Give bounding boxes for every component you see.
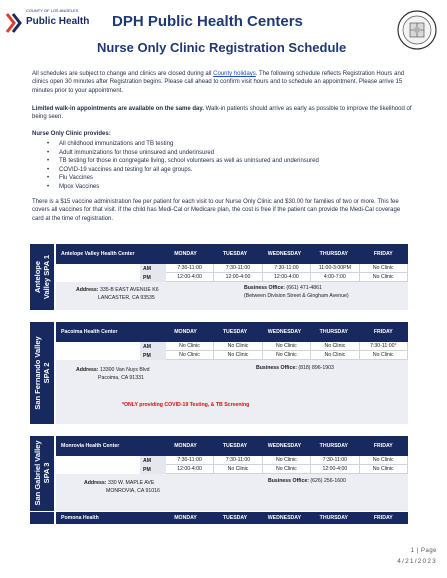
schedule-cell: 7:30-11:00 <box>166 456 214 465</box>
clinic-block-san-fernando-valley <box>30 322 408 424</box>
schedule-cell: 7:30-11:00 <box>263 264 311 273</box>
friday-am-value: 7:30-11:00 <box>370 343 395 349</box>
pm-row <box>56 351 408 360</box>
schedule-notice <box>32 70 412 95</box>
walk-in-text: Walk-in patients should arrive as early as possible to improve the likelihood of being seen. <box>32 106 412 121</box>
spa-label-panel <box>30 322 54 424</box>
page-number: 1 | Page <box>410 548 437 554</box>
clinic-block-pomona <box>30 512 408 524</box>
services-title-text: Nurse Only Clinic provides: <box>32 131 111 137</box>
address-label: Address: <box>76 287 99 293</box>
walk-in-bold-text: Limited walk-in appointments are available on the same day. <box>32 106 204 112</box>
day-header: WEDNESDAY <box>260 322 309 342</box>
am-row <box>56 456 408 465</box>
schedule-cell: 12:00-4:00 <box>214 273 262 282</box>
county-holidays-link[interactable]: County holidays <box>213 71 256 77</box>
schedule-cell: 12:00-4:00 <box>311 465 359 474</box>
schedule-cell: 4:00-7:00 <box>311 273 359 282</box>
day-header: THURSDAY <box>309 322 358 342</box>
address-line1: 330 W. MAPLE AVE <box>107 480 155 486</box>
schedule-cell: No Clinic <box>360 264 408 273</box>
notice-text-end: . The following schedule reflects Registration Hours and clinics open 30 minutes after Registration begins. Please call ahead to confirm visit hours and to schedule an appointment. Please arrive 15 minutes prior to your appointment. <box>32 71 405 94</box>
office-note: (Between Division Street & Gingham Avenue) <box>244 293 349 299</box>
spa-label <box>33 440 51 505</box>
day-header: THURSDAY <box>309 436 358 456</box>
fee-notice: There is a $15 vaccine administration fee per patient for each visit to our Nurse Only Clinic and $30.00 for families of two or more. This fee covers all vaccines for that visit. If the child has Medi-Cal or Medicare plan, the cost is free if the patient can provide the Medi-Cal coverage card at the time of registration. <box>32 199 401 222</box>
day-header: FRIDAY <box>359 436 408 456</box>
schedule-cell: 11:00-3:00PM <box>311 264 359 273</box>
clinic-name: Antelope Valley Health Center <box>56 244 135 264</box>
schedule-cell: No Clinic <box>166 342 214 351</box>
schedule-cell: 7:30-11:00 <box>214 456 262 465</box>
schedule-header-row <box>56 244 408 264</box>
am-label: AM <box>140 264 166 273</box>
service-item: • Adult immunizations for those uninsured and underinsured <box>47 149 319 158</box>
day-header: MONDAY <box>161 512 210 524</box>
office-label: Business Office: <box>256 365 297 371</box>
schedule-cell: 7:30-11:00 <box>166 264 214 273</box>
clinic-address <box>76 366 149 382</box>
spa-label-panel <box>30 244 54 310</box>
schedule-cell: No Clinic <box>263 342 311 351</box>
service-item: • Flu Vaccines <box>47 174 319 183</box>
public-health-logo-icon <box>4 10 26 36</box>
schedule-cell: No Clinic <box>360 465 408 474</box>
spa-label-line2: Valley SPA 1 <box>42 254 51 300</box>
schedule-cell: 12:00-4:00 <box>166 465 214 474</box>
day-header: WEDNESDAY <box>260 512 309 524</box>
day-header: MONDAY <box>161 436 210 456</box>
clinic-info-panel <box>56 474 408 511</box>
am-label: AM <box>140 456 166 465</box>
header-spacer <box>135 512 161 524</box>
page-header <box>0 0 447 64</box>
clinic-info-panel <box>56 282 408 310</box>
spa-label-panel <box>30 436 54 511</box>
office-label: Business Office: <box>268 478 309 484</box>
schedule-cell: 12:00-4:00 <box>263 273 311 282</box>
pm-label: PM <box>140 465 166 474</box>
day-header: FRIDAY <box>359 244 408 264</box>
schedule-header-row <box>56 322 408 342</box>
service-item: • All childhood immunizations and TB testing <box>47 140 319 149</box>
clinic-name: Pacoima Health Center <box>56 322 135 342</box>
header-spacer <box>135 244 161 264</box>
pm-label: PM <box>140 273 166 282</box>
day-header: WEDNESDAY <box>260 244 309 264</box>
schedule-cell: 7:30-11:00 <box>311 456 359 465</box>
pm-label: PM <box>140 351 166 360</box>
schedule-cell: No Clinic <box>263 465 311 474</box>
clinic-address <box>76 286 159 302</box>
schedule-cell: No Clinic <box>263 351 311 360</box>
spa-label-line1: Antelope <box>33 260 42 294</box>
address-line1: 13300 Van Nuys Blvd <box>99 367 150 373</box>
office-phone: (818) 896-1903 <box>298 365 334 371</box>
clinic-name: Pomona Health <box>56 512 135 524</box>
day-header: FRIDAY <box>359 512 408 524</box>
schedule-cell: No Clinic <box>311 351 359 360</box>
day-header: THURSDAY <box>309 512 358 524</box>
asterisk-marker: * <box>394 343 397 349</box>
walk-in-notice <box>32 105 412 122</box>
schedule-cell: No Clinic <box>263 456 311 465</box>
schedule-header-row <box>56 512 408 524</box>
am-row <box>56 264 408 273</box>
schedule-cell: No Clinic <box>360 351 408 360</box>
clinic-block-antelope-valley <box>30 244 408 310</box>
header-spacer <box>135 436 161 456</box>
revision-date: 4/21/2023 <box>397 558 437 565</box>
page-title: DPH Public Health Centers <box>112 13 303 30</box>
schedule-cell-friday <box>360 342 408 351</box>
schedule-cell: No Clinic <box>360 273 408 282</box>
schedule-cell: 7:30-11:00 <box>214 264 262 273</box>
am-row <box>56 342 408 351</box>
schedule-header-row <box>56 436 408 456</box>
address-line2: MONROVIA, CA 91016 <box>106 488 160 494</box>
office-label: Business Office: <box>244 285 285 291</box>
address-line2: LANCASTER, CA 93535 <box>98 295 155 301</box>
schedule-cell: 12:00-4:00 <box>166 273 214 282</box>
day-header: TUESDAY <box>210 244 259 264</box>
schedule-cell: No Clinic <box>214 342 262 351</box>
logo-public-health-text: Public Health <box>26 16 90 27</box>
office-phone: (661) 471-4861 <box>286 285 322 291</box>
spa-label-line2: SPA 2 <box>42 362 51 384</box>
day-header: TUESDAY <box>210 512 259 524</box>
spa-label <box>33 255 51 299</box>
page-subtitle: Nurse Only Clinic Registration Schedule <box>97 40 347 55</box>
county-seal-icon <box>397 10 437 50</box>
clinic-info-panel <box>56 360 408 424</box>
spa-label-panel <box>30 512 54 524</box>
spa-label-line2: SPA 3 <box>42 462 51 484</box>
notice-text-start: All schedules are subject to change and clinics are closed during all <box>32 71 214 77</box>
day-header: TUESDAY <box>210 436 259 456</box>
clinic-address <box>84 479 160 495</box>
clinic-name: Monrovia Health Center <box>56 436 135 456</box>
day-header: THURSDAY <box>309 244 358 264</box>
office-phone: (626) 256-1600 <box>310 478 346 484</box>
business-office <box>268 477 346 485</box>
services-title <box>32 130 412 138</box>
spa-label-line1: San Gabriel Valley <box>33 440 42 506</box>
services-list <box>47 140 319 191</box>
schedule-cell: No Clinic <box>214 351 262 360</box>
header-spacer <box>135 322 161 342</box>
public-health-logo <box>4 8 92 42</box>
clinic-block-san-gabriel-valley <box>30 436 408 511</box>
address-label: Address: <box>76 367 99 373</box>
am-label: AM <box>140 342 166 351</box>
pm-row <box>56 273 408 282</box>
service-item: • TB testing for those in congregate living, school volunteers as well as uninsured and underinsured <box>47 157 319 166</box>
business-office <box>244 284 349 300</box>
address-label: Address: <box>84 480 107 486</box>
covid-only-note: *ONLY providing COVID-19 Testing, & TB Screening <box>122 402 250 408</box>
day-header: TUESDAY <box>210 322 259 342</box>
address-line1: 335-B EAST AVENUE K6 <box>99 287 159 293</box>
schedule-cell: No Clinic <box>360 456 408 465</box>
spa-label <box>33 336 51 409</box>
day-header: FRIDAY <box>359 322 408 342</box>
day-header: MONDAY <box>161 322 210 342</box>
day-header: MONDAY <box>161 244 210 264</box>
spa-label-line1: San Fernando Valley <box>33 336 42 410</box>
logo-county-text: COUNTY OF LOS ANGELES <box>26 8 79 13</box>
address-line2: Pacoima, CA 91331 <box>98 375 144 381</box>
business-office <box>256 364 334 372</box>
service-item: • COVID-19 vaccines and testing for all age groups. <box>47 166 319 175</box>
schedule-cell: No Clinic <box>214 465 262 474</box>
schedule-cell: No Clinic <box>166 351 214 360</box>
day-header: WEDNESDAY <box>260 436 309 456</box>
schedule-cell: No Clinic <box>311 342 359 351</box>
service-item: • Mpox Vaccines <box>47 183 319 192</box>
pm-row <box>56 465 408 474</box>
